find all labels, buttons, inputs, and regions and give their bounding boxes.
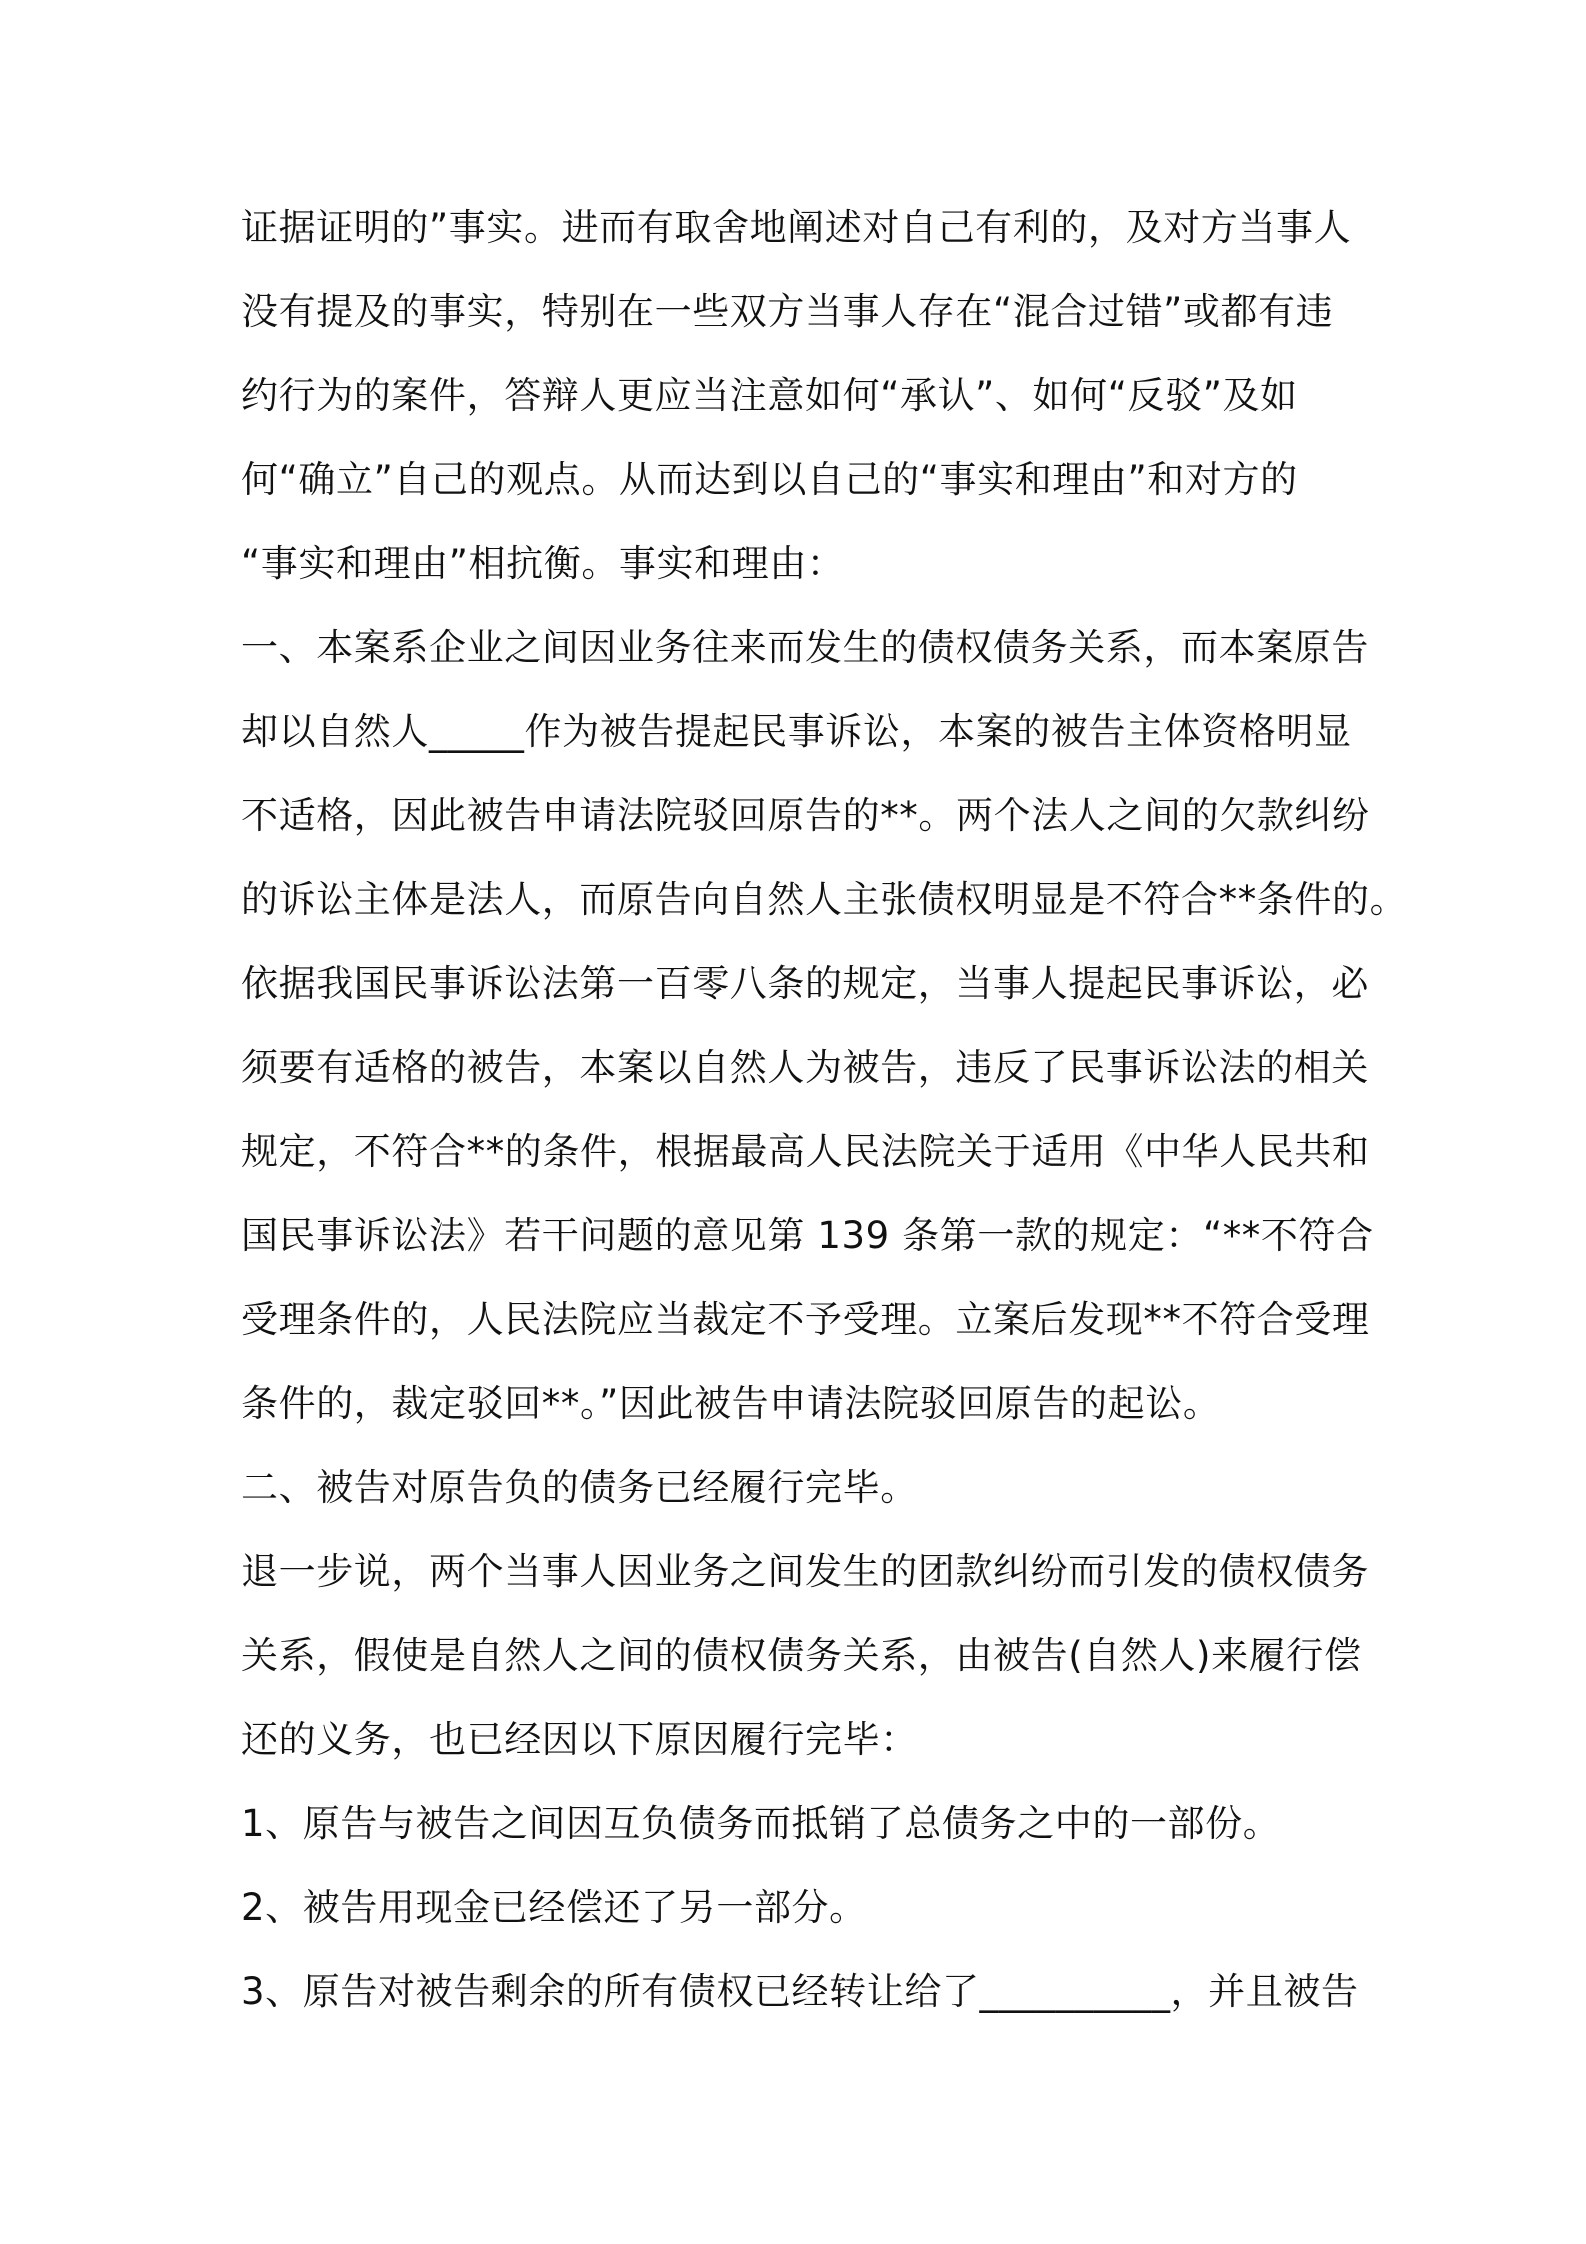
text-line: 却以自然人_____作为被告提起民事诉讼，本案的被告主体资格明显 <box>241 710 1352 753</box>
text-line: 1、原告与被告之间因互负债务而抵销了总债务之中的一部份。 <box>241 1802 1281 1845</box>
text-line: 约行为的案件，答辩人更应当注意如何“承认”、如何“反驳”及如 <box>241 374 1298 417</box>
text-line: 3、原告对被告剩余的所有债权已经转让给了__________，并且被告 <box>241 1970 1359 2013</box>
text-line: 还的义务，也已经因以下原因履行完毕： <box>241 1718 918 1761</box>
text-line: 不适格，因此被告申请法院驳回原告的**。两个法人之间的欠款纠纷 <box>241 794 1370 837</box>
text-line: 没有提及的事实，特别在一些双方当事人存在“混合过错”或都有违 <box>241 290 1334 333</box>
text-line: 国民事诉讼法》若干问题的意见第 139 条第一款的规定：“**不符合 <box>241 1214 1374 1257</box>
text-line: 条件的，裁定驳回**。”因此被告申请法院驳回原告的起讼。 <box>241 1382 1221 1425</box>
text-line: 规定，不符合**的条件，根据最高人民法院关于适用《中华人民共和 <box>241 1130 1370 1173</box>
text-line: 一、本案系企业之间因业务往来而发生的债权债务关系，而本案原告 <box>241 626 1369 669</box>
text-line: 依据我国民事诉讼法第一百零八条的规定，当事人提起民事诉讼，必 <box>241 962 1369 1005</box>
text-line: 2、被告用现金已经偿还了另一部分。 <box>241 1886 867 1929</box>
text-line: 二、被告对原告负的债务已经履行完毕。 <box>241 1466 918 1509</box>
text-line: 退一步说，两个当事人因业务之间发生的团款纠纷而引发的债权债务 <box>241 1550 1369 1593</box>
text-line: 受理条件的，人民法院应当裁定不予受理。立案后发现**不符合受理 <box>241 1298 1370 1341</box>
text-line: “事实和理由”相抗衡。事实和理由： <box>241 542 845 585</box>
text-line: 证据证明的”事实。进而有取舍地阐述对自己有利的，及对方当事人 <box>241 206 1352 249</box>
text-line: 何“确立”自己的观点。从而达到以自己的“事实和理由”和对方的 <box>241 458 1298 501</box>
text-line: 须要有适格的被告，本案以自然人为被告，违反了民事诉讼法的相关 <box>241 1046 1369 1089</box>
text-line: 关系，假使是自然人之间的债权债务关系，由被告(自然人)来履行偿 <box>241 1634 1362 1677</box>
text-line: 的诉讼主体是法人，而原告向自然人主张债权明显是不符合**条件的。 <box>241 878 1408 921</box>
